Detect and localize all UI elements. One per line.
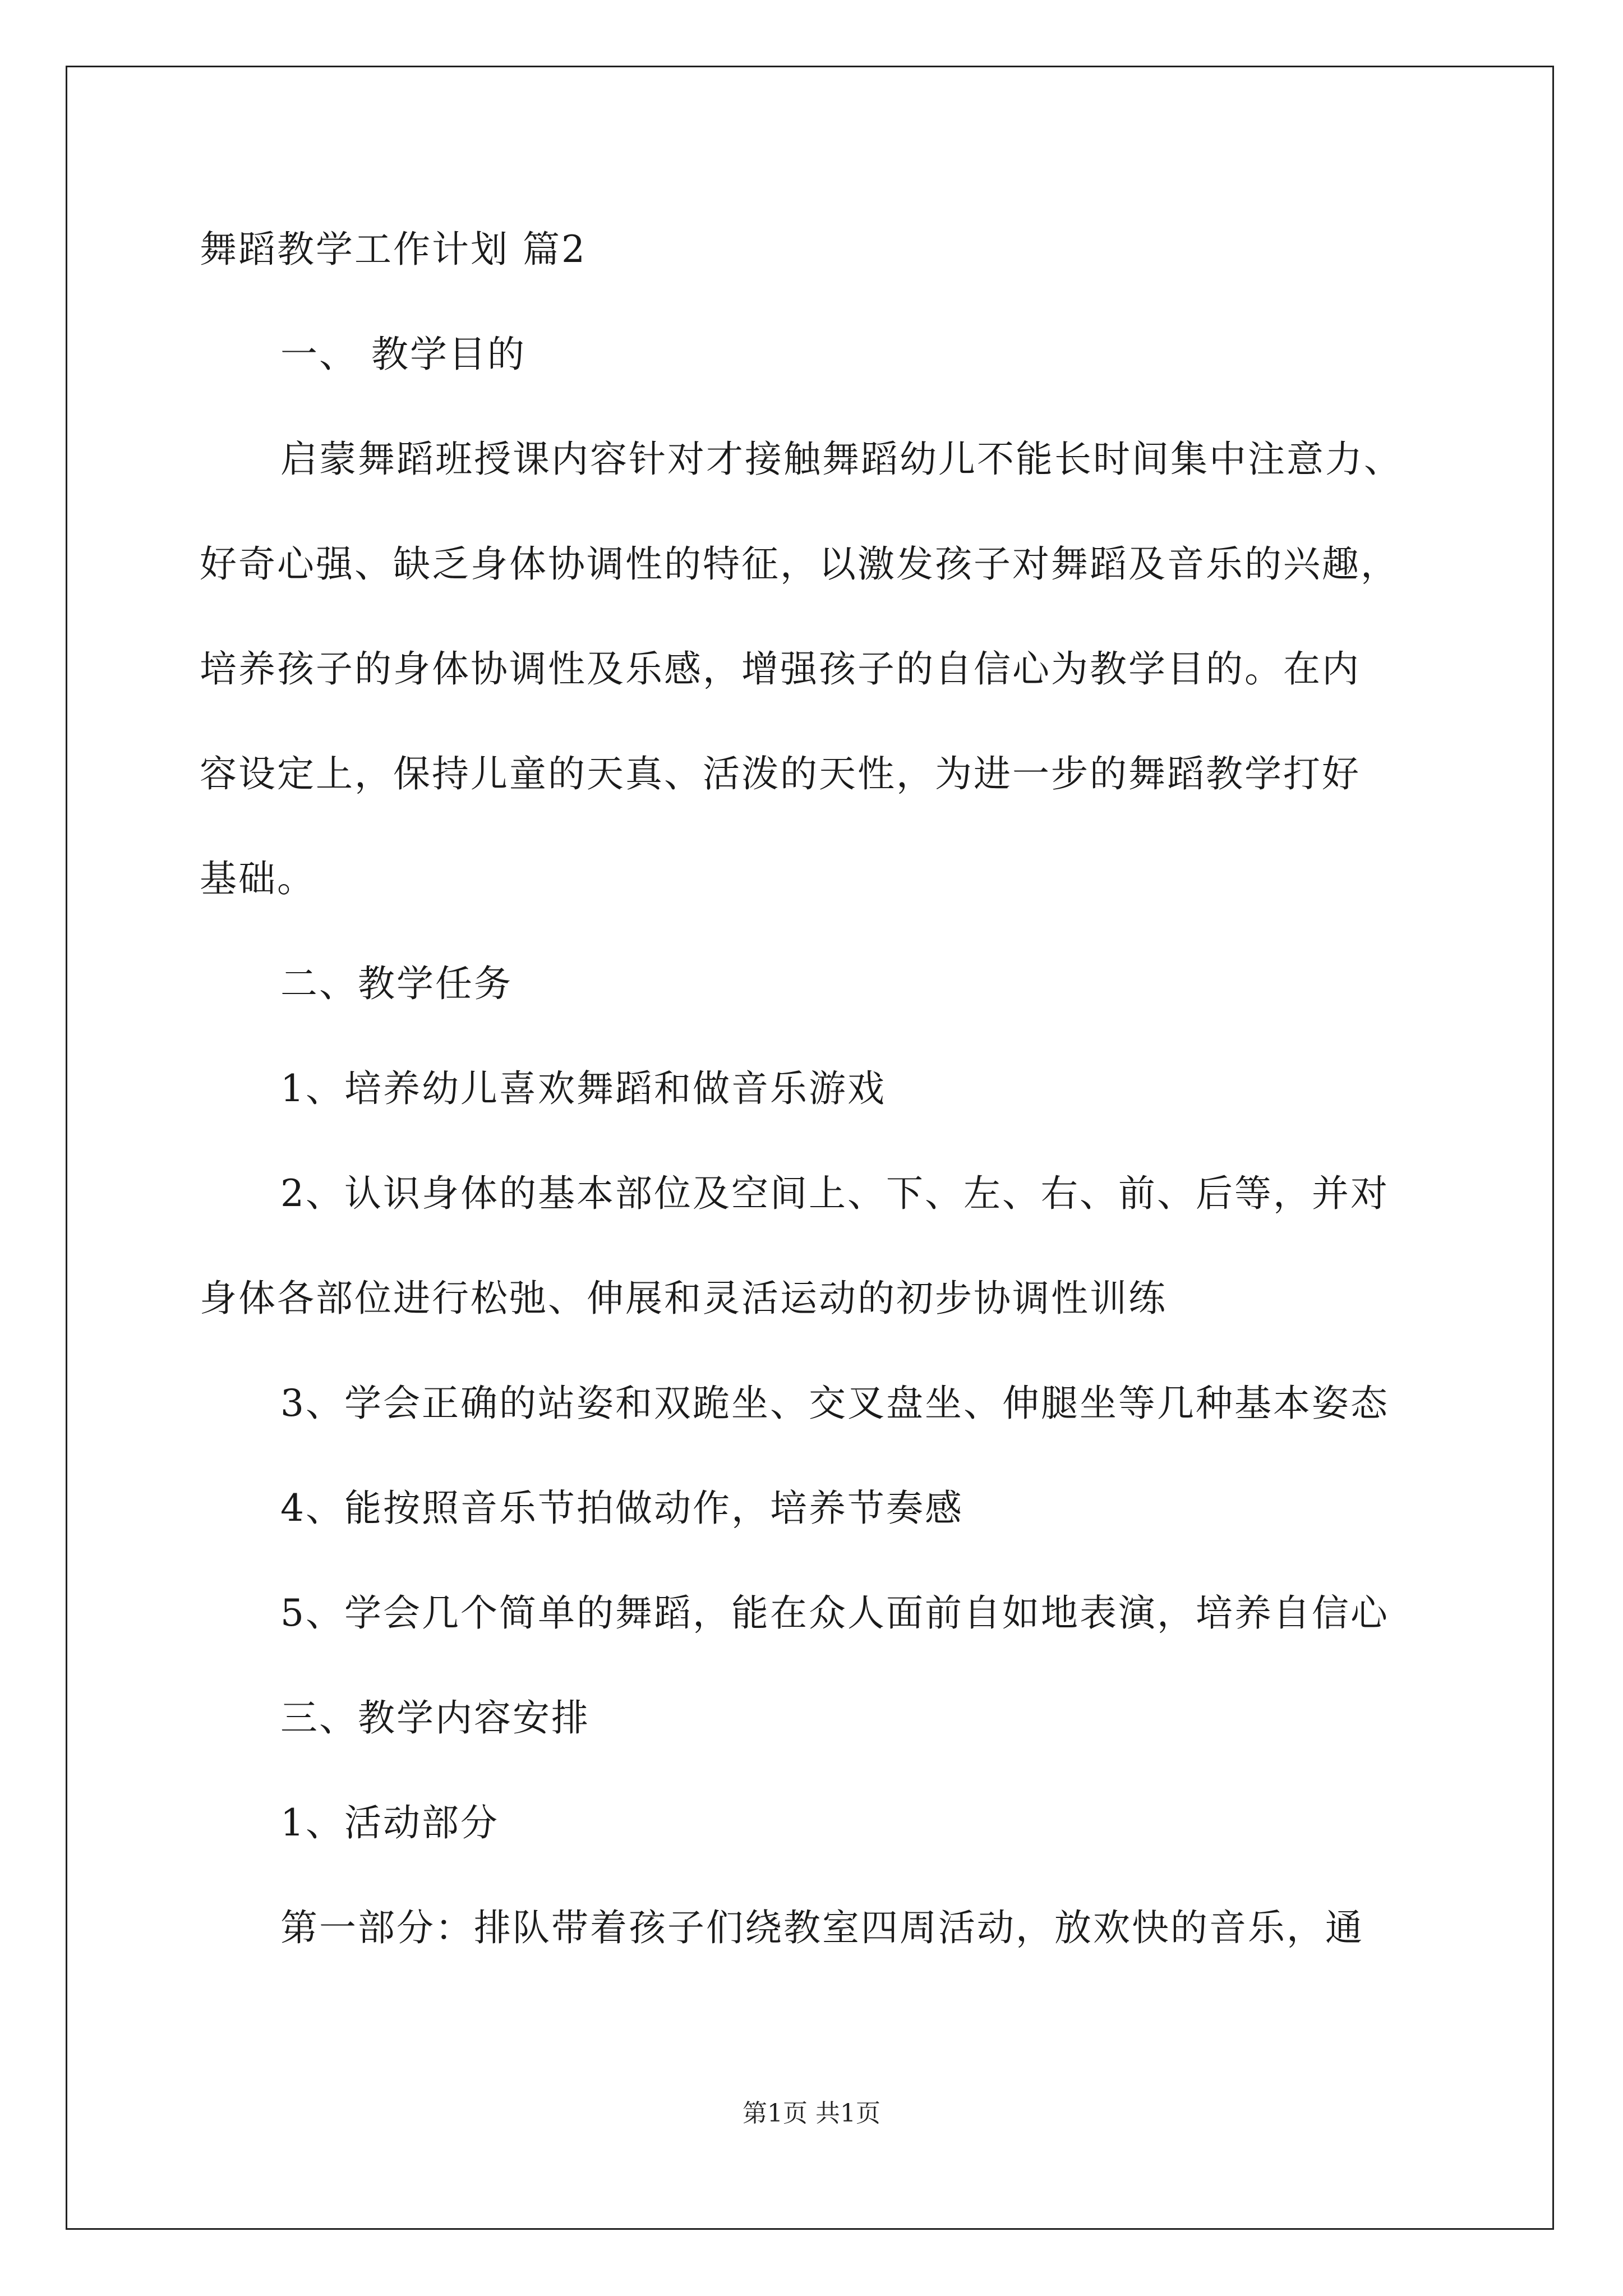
paragraph-line: 好奇心强、缺乏身体协调性的特征，以激发孩子对舞蹈及音乐的兴趣， (200, 542, 1399, 586)
list-item: 1、培养幼儿喜欢舞蹈和做音乐游戏 (280, 1067, 886, 1110)
page-footer: 第1页 共1页 (743, 2099, 880, 2128)
section-heading-3: 三、教学内容安排 (280, 1696, 590, 1740)
list-item: 1、活动部分 (280, 1801, 499, 1844)
list-item: 2、认识身体的基本部位及空间上、下、左、右、前、后等，并对 (280, 1172, 1389, 1215)
list-item: 5、学会几个简单的舞蹈，能在众人面前自如地表演，培养自信心 (280, 1591, 1389, 1635)
document-body (200, 223, 1428, 2007)
section-heading-1: 一、 教学目的 (280, 333, 526, 376)
document-title: 舞蹈教学工作计划 篇2 (200, 228, 587, 271)
paragraph-line: 第一部分：排队带着孩子们绕教室四周活动，放欢快的音乐，通 (280, 1906, 1364, 1949)
section-heading-2: 二、教学任务 (280, 962, 513, 1005)
list-item-continuation: 身体各部位进行松弛、伸展和灵活运动的初步协调性训练 (200, 1277, 1167, 1320)
list-item: 3、学会正确的站姿和双跪坐、交叉盘坐、伸腿坐等几种基本姿态 (280, 1382, 1389, 1425)
paragraph-line: 培养孩子的身体协调性及乐感，增强孩子的自信心为教学目的。在内 (200, 647, 1361, 691)
paragraph-line: 基础。 (200, 857, 316, 900)
list-item: 4、能按照音乐节拍做动作，培养节奏感 (280, 1487, 963, 1530)
paragraph-line: 容设定上，保持儿童的天真、活泼的天性，为进一步的舞蹈教学打好 (200, 752, 1361, 795)
paragraph-line: 启蒙舞蹈班授课内容针对才接触舞蹈幼儿不能长时间集中注意力、 (280, 438, 1403, 481)
